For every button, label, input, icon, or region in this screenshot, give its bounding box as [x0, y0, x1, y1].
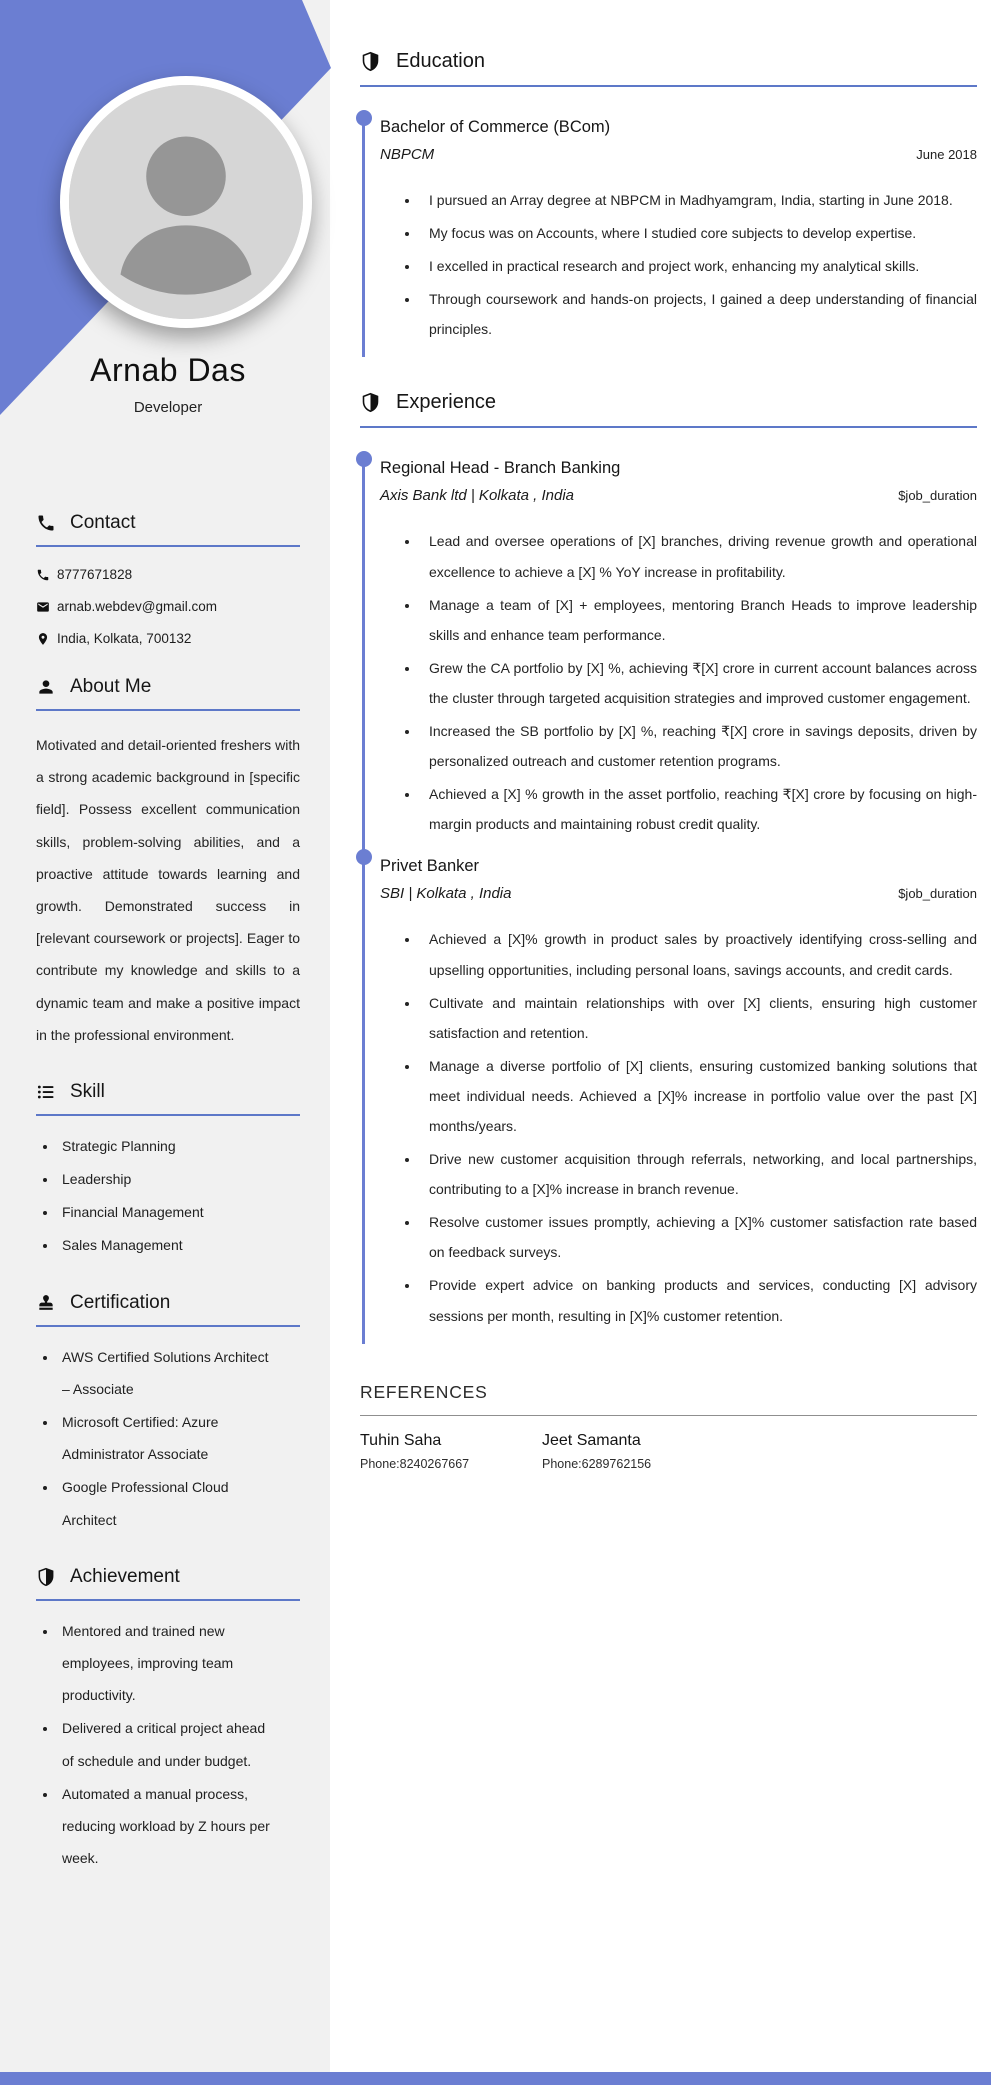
candidate-name: Arnab Das	[90, 352, 246, 388]
about-section-header	[36, 676, 300, 711]
envelope-icon	[36, 600, 50, 614]
achievement-heading: Achievement	[70, 1565, 180, 1587]
certification-section-header	[36, 1292, 300, 1327]
experience-entry-1	[362, 454, 977, 852]
job-duration: $job_duration	[898, 488, 977, 504]
skill-section-header	[36, 1081, 300, 1116]
phone-icon	[36, 568, 50, 582]
contact-section-header	[36, 512, 300, 547]
certification-section	[36, 1292, 300, 1536]
achievement-item: • Mentored and trained new employees, improving team productivity.	[58, 1615, 280, 1712]
contact-rows	[36, 567, 300, 646]
footer-accent-bar	[0, 2072, 991, 2085]
timeline-dot	[356, 849, 372, 865]
contact-heading: Contact	[70, 512, 136, 533]
company-row	[380, 487, 977, 504]
skill-item: • Leadership	[58, 1163, 280, 1195]
reference-card	[542, 1432, 692, 1471]
achievement-section	[36, 1566, 300, 1875]
job-role: Regional Head - Branch Banking	[380, 459, 621, 478]
achievement-item: • Delivered a critical project ahead of schedule and under budget.	[58, 1712, 280, 1776]
education-date: June 2018	[916, 147, 977, 162]
education-bullet: • I pursued an Array degree at NBPCM in Madhyamgram, India, starting in June 2018.	[420, 185, 977, 215]
contact-location-value: India, Kolkata, 700132	[57, 631, 192, 646]
reference-card	[360, 1432, 510, 1471]
contact-email-value: arnab.webdev@gmail.com	[57, 599, 218, 614]
phone-icon	[36, 513, 56, 533]
contact-phone-value: 8777671828	[57, 567, 133, 582]
contact-email-row	[36, 599, 300, 614]
experience-bullet: • Grew the CA portfolio by [X] %, achieving ₹[X] crore in current account balances across the cluster through targeted acquisition strategies and improved customer engagement.	[420, 653, 977, 713]
certification-item: • Google Professional Cloud Architect	[58, 1471, 280, 1535]
candidate-job-title: Developer	[133, 399, 203, 416]
institution-name: NBPCM	[380, 146, 435, 163]
skill-list	[58, 1130, 280, 1262]
skill-section	[36, 1081, 300, 1262]
reference-name: Jeet Samanta	[542, 1431, 641, 1449]
contact-section	[36, 512, 300, 646]
education-bullet: • Through coursework and hands-on projects, I gained a deep understanding of financial principles.	[420, 284, 977, 344]
experience-heading: Experience	[396, 391, 497, 414]
about-section	[36, 676, 300, 1051]
company-row	[380, 885, 977, 902]
references-row	[360, 1432, 977, 1471]
location-pin-icon	[36, 632, 50, 646]
experience-bullet: • Manage a team of [X] + employees, mentoring Branch Heads to improve leadership skills and enhance team performance.	[420, 590, 977, 650]
references-section	[360, 1382, 977, 1471]
contact-location-row	[36, 631, 300, 646]
list-icon	[36, 1082, 56, 1102]
education-entry	[362, 113, 977, 357]
education-section	[360, 50, 977, 357]
shield-icon	[36, 1567, 56, 1587]
education-section-header	[360, 50, 977, 87]
stamp-icon	[36, 1293, 56, 1313]
certification-item: • Microsoft Certified: Azure Administrator Associate	[58, 1406, 280, 1470]
experience-bullet: • Cultivate and maintain relationships with over [X] clients, ensuring high customer satisfaction and retention.	[420, 988, 977, 1048]
experience-bullet: • Increased the SB portfolio by [X] %, reaching ₹[X] crore in savings deposits, driven by personalized outreach and customer retention programs.	[420, 716, 977, 776]
skill-item: • Financial Management	[58, 1196, 280, 1228]
about-text: Motivated and detail-oriented freshers with a strong academic background in [specific field]. Possess excellent communication skills, problem-solving abilities, and a proactive attitude towards learning and growth. Demonstrated success in [relevant coursework or projects]. Eager to contribute my knowledge and skills to a dynamic team and make a positive impact in the professional environment.	[36, 737, 300, 1043]
person-icon	[36, 677, 56, 697]
company-name: Axis Bank ltd | Kolkata , India	[380, 487, 574, 505]
experience-bullet-list	[380, 924, 977, 1330]
job-duration: $job_duration	[898, 886, 977, 902]
education-bullet-list	[380, 185, 977, 344]
skill-heading: Skill	[70, 1080, 105, 1102]
skill-item: • Strategic Planning	[58, 1130, 280, 1162]
experience-bullet-list	[380, 526, 977, 839]
experience-bullet: • Achieved a [X]% growth in product sales by proactively identifying cross-selling and upselling opportunities, including personal loans, savings accounts, and credit cards.	[420, 924, 977, 984]
education-bullet: • My focus was on Accounts, where I studied core subjects to develop expertise.	[420, 218, 977, 248]
experience-bullet: • Resolve customer issues promptly, achieving a [X]% customer satisfaction rate based on feedback surveys.	[420, 1207, 977, 1267]
institution-row	[380, 146, 977, 163]
contact-phone-row	[36, 567, 300, 582]
references-heading: REFERENCES	[360, 1382, 977, 1416]
degree-title: Bachelor of Commerce (BCom)	[380, 118, 611, 136]
company-name: SBI | Kolkata , India	[380, 885, 512, 903]
experience-bullet: • Drive new customer acquisition through referrals, networking, and local partnerships, contributing to a [X]% increase in branch revenue.	[420, 1144, 977, 1204]
reference-phone: Phone:8240267667	[360, 1456, 470, 1471]
experience-section-header	[360, 391, 977, 428]
experience-bullet: • Lead and oversee operations of [X] branches, driving revenue growth and operational excellence to achieve a [X] % YoY increase in profitability.	[420, 526, 977, 586]
about-heading: About Me	[70, 676, 152, 697]
experience-section	[360, 391, 977, 1343]
achievement-list	[58, 1615, 280, 1875]
timeline-dot	[356, 451, 372, 467]
achievement-item: • Automated a manual process, reducing workload by Z hours per week.	[58, 1778, 280, 1875]
experience-bullet: • Provide expert advice on banking products and services, conducting [X] advisory sessions per month, resulting in [X]% customer retention.	[420, 1270, 977, 1330]
education-bullet: • I excelled in practical research and project work, enhancing my analytical skills.	[420, 251, 977, 281]
experience-bullet: • Manage a diverse portfolio of [X] clients, ensuring customized banking solutions that meet individual needs. Achieved a [X]% increase in portfolio value over the past [X] months/years.	[420, 1051, 977, 1141]
education-heading: Education	[396, 50, 485, 72]
sidebar	[0, 0, 330, 2085]
certification-heading: Certification	[70, 1291, 171, 1313]
skill-item: • Sales Management	[58, 1229, 280, 1261]
certification-list	[58, 1341, 280, 1536]
reference-name: Tuhin Saha	[360, 1431, 442, 1449]
job-role: Privet Banker	[380, 857, 480, 876]
achievement-section-header	[36, 1566, 300, 1601]
experience-bullet: • Achieved a [X] % growth in the asset portfolio, reaching ₹[X] crore by focusing on high-margin products and maintaining robust credit quality.	[420, 779, 977, 839]
sidebar-content	[0, 0, 330, 1874]
reference-phone: Phone:6289762156	[542, 1456, 652, 1471]
certification-item: • AWS Certified Solutions Architect – Associate	[58, 1341, 280, 1405]
experience-entry-2	[362, 852, 977, 1343]
